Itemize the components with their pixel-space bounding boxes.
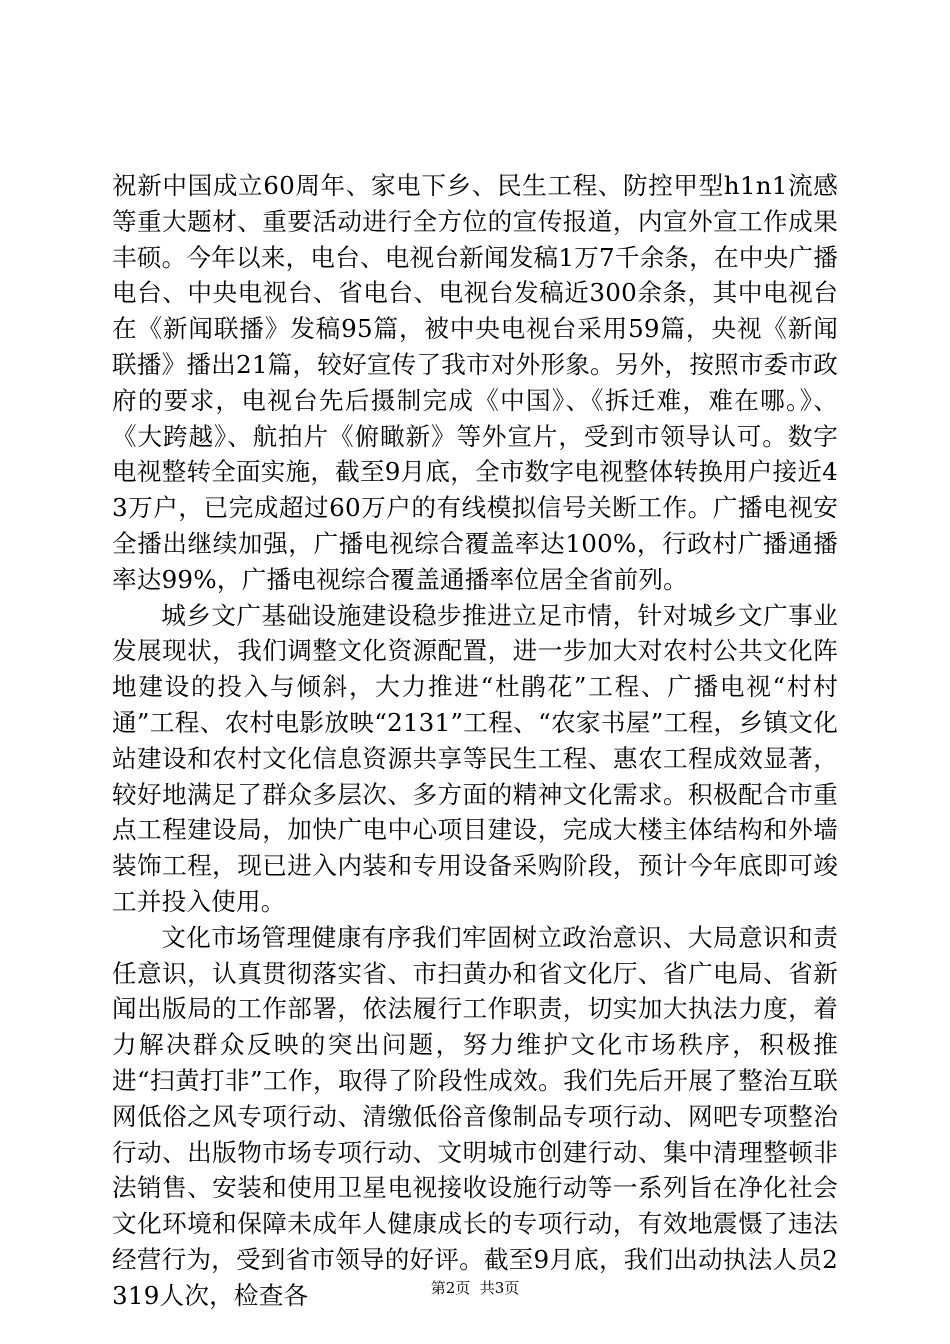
paragraph-infrastructure: 城乡文广基础设施建设稳步推进立足市情，针对城乡文广事业发展现状，我们调整文化资源配置，进一步加大对农村公共文化阵地建设的投入与倾斜，大力推进“杜鹃花”工程、广播电视“村村通”工程、农村电影放映“2131”工程、“农家书屋”工程，乡镇文化站建设和农村文化信息资源共享等民生工程、惠农工程成效显著，较好地满足了群众多层次、多方面的精神文化需求。积极配合市重点工程建设局，加快广电中心项目建设，完成大楼主体结构和外墙装饰工程，现已进入内装和专用设备采购阶段，预计今年底即可竣工并投入使用。 [112, 600, 838, 916]
page-footer [0, 1278, 950, 1298]
paragraph-continuation: 祝新中国成立60周年、家电下乡、民生工程、防控甲型h1n1流感等重大题材、重要活动进行全方位的宣传报道，内宣外宣工作成果丰硕。今年以来，电台、电视台新闻发稿1万7千余条，在中央广播电台、中央电视台、省电台、电视台发稿近300余条，其中电视台在《新闻联播》发稿95篇，被中央电视台采用59篇，央视《新闻联播》播出21篇，较好宣传了我市对外形象。另外，按照市委市政府的要求，电视台先后摄制完成《中国》、《拆迁难，难在哪。》、《大跨越》、航拍片《俯瞰新》等外宣片，受到市领导认可。数字电视整转全面实施，截至9月底，全市数字电视整体转换用户接近43万户，已完成超过60万户的有线模拟信号关断工作。广播电视安全播出继续加强，广播电视综合覆盖率达100%，行政村广播通播率达99%，广播电视综合覆盖通播率位居全省前列。 [112, 171, 838, 594]
paragraph-market-management: 文化市场管理健康有序我们牢固树立政治意识、大局意识和责任意识，认真贯彻落实省、市扫黄办和省文化厅、省广电局、省新闻出版局的工作部署，依法履行工作职责，切实加大执法力度，着力解决群众反映的突出问题，努力维护文化市场秩序，积极推进“扫黄打非”工作，取得了阶段性成效。我们先后开展了整治互联网低俗之风专项行动、清缴低俗音像制品专项行动、网吧专项整治行动、出版物市场专项行动、文明城市创建行动、集中清理整顿非法销售、安装和使用卫星电视接收设施行动等一系列旨在净化社会文化环境和保障未成年人健康成长的专项行动，有效地震慑了违法经营行为，受到省市领导的好评。截至9月底，我们出动执法人员2319人次，检查各 [112, 922, 838, 1310]
document-body [112, 168, 838, 1314]
page-number-label: 第2页 共3页 [430, 1279, 520, 1297]
